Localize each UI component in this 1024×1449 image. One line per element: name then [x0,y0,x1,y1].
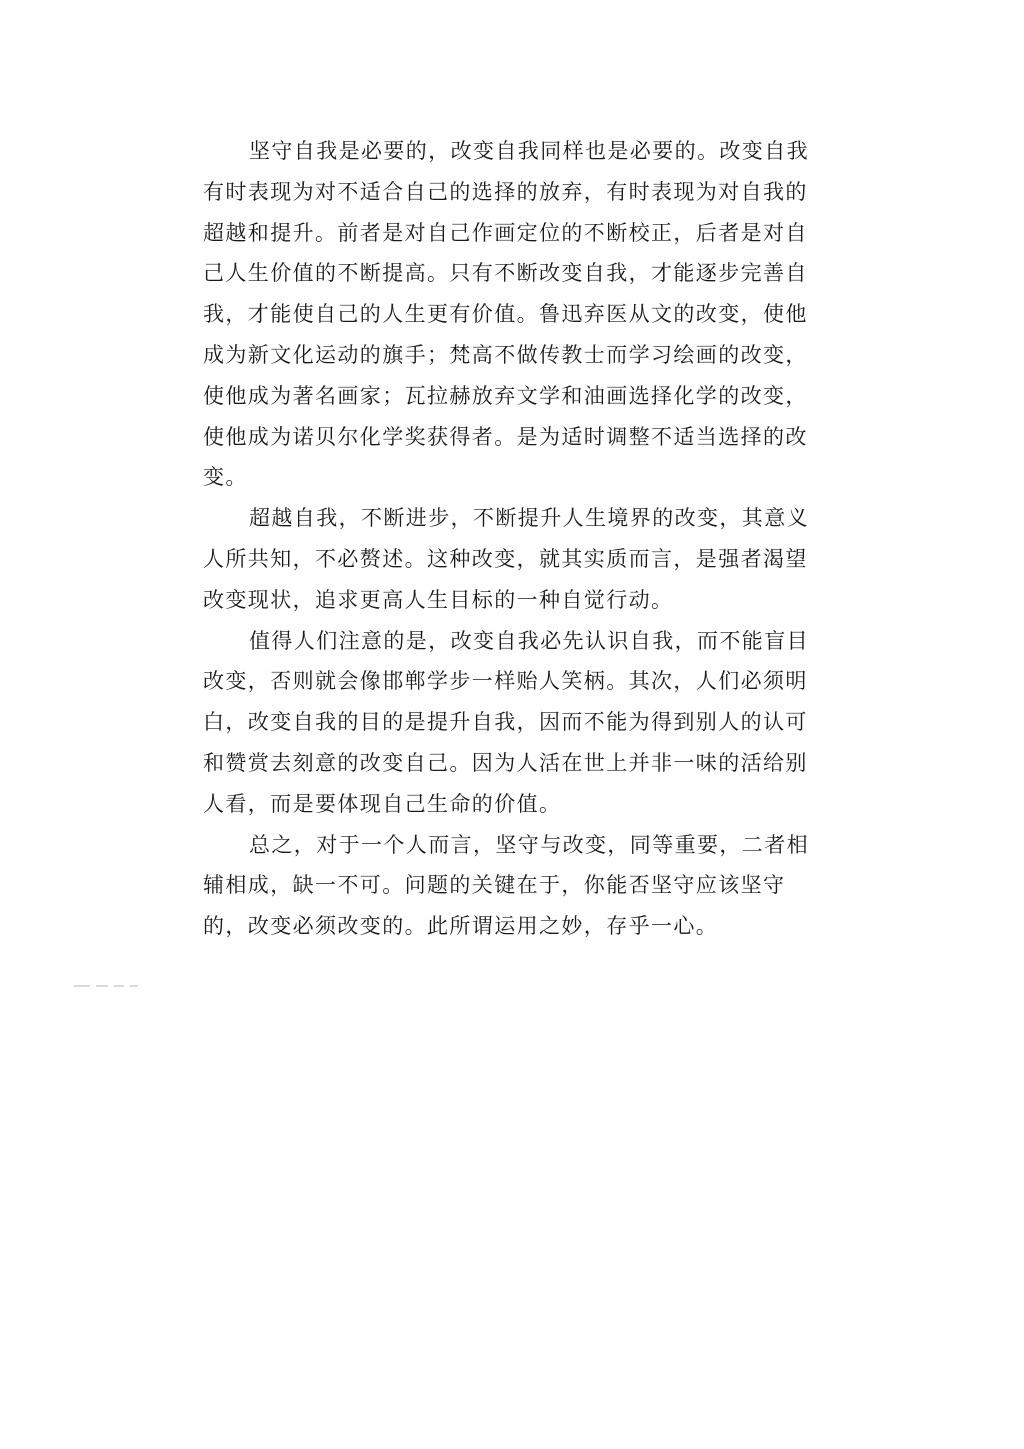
text-line: 值得人们注意的是，改变自我必先认识自我，而不能盲目 [249,628,809,653]
text-line: 超越自我，不断进步，不断提升人生境界的改变，其意义 [249,506,809,531]
text-line: 人看，而是要体现自己生命的价值。 [203,791,562,816]
text-line: 变。 [203,465,248,490]
scan-artifact-mark [74,985,144,988]
text-line: 成为新文化运动的旗手；梵高不做传教士而学习绘画的改变， [203,342,808,367]
paragraph [203,131,811,498]
text-line: 超越和提升。前者是对自己作画定位的不断校正，后者是对自 [203,220,808,245]
text-line: 改变，否则就会像邯郸学步一样贻人笑柄。其次，人们必须明 [203,669,808,694]
paragraph [203,621,811,825]
text-line: 己人生价值的不断提高。只有不断改变自我，才能逐步完善自 [203,261,808,286]
text-line: 的，改变必须改变的。此所谓运用之妙，存乎一心。 [203,914,719,939]
text-line: 坚守自我是必要的，改变自我同样也是必要的。改变自我 [249,139,809,163]
paragraph [203,498,811,620]
text-line: 总之，对于一个人而言，坚守与改变，同等重要，二者相 [249,832,809,857]
paragraph [203,825,811,947]
text-line: 我，才能使自己的人生更有价值。鲁迅弃医从文的改变，使他 [203,302,808,327]
text-line: 人所共知，不必赘述。这种改变，就其实质而言，是强者渴望 [203,546,808,571]
text-line: 使他成为著名画家；瓦拉赫放弃文学和油画选择化学的改变， [203,383,808,408]
text-line: 使他成为诺贝尔化学奖获得者。是为适时调整不适当选择的改 [203,424,808,449]
text-line: 有时表现为对不适合自己的选择的放弃，有时表现为对自我的 [203,179,808,204]
text-line: 和赞赏去刻意的改变自己。因为人活在世上并非一味的活给别 [203,750,808,775]
text-line: 辅相成，缺一不可。问题的关键在于，你能否坚守应该坚守 [203,873,786,898]
text-line: 改变现状，追求更高人生目标的一种自觉行动。 [203,587,674,612]
article-body [203,131,811,947]
text-line: 白，改变自我的目的是提升自我，因而不能为得到别人的认可 [203,710,808,735]
